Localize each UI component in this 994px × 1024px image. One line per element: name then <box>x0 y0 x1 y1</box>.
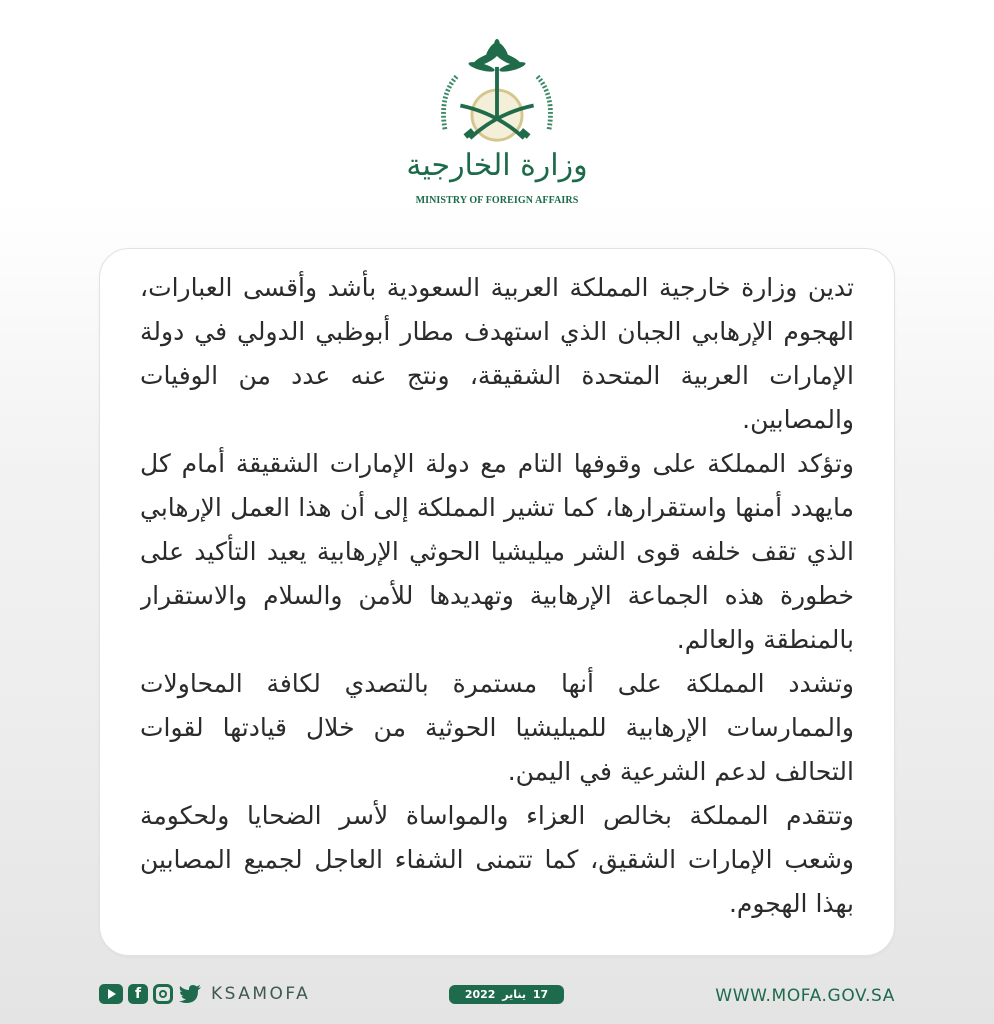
ministry-name-english: MINISTRY OF FOREIGN AFFAIRS <box>415 195 579 206</box>
statement-paragraph: وتتقدم المملكة بخالص العزاء والمواساة لأسر الضحايا ولحكومة وشعب الإمارات الشقيق، كما تتمنى الشفاء العاجل لجميع المصابين بهذا الهجوم. <box>140 801 854 918</box>
facebook-icon[interactable]: f <box>128 984 148 1004</box>
ministry-emblem <box>407 38 587 144</box>
ministry-name-arabic: وزارة الخارجية <box>406 148 588 183</box>
social-handle: KSAMOFA <box>211 984 311 1004</box>
youtube-icon[interactable] <box>99 984 123 1004</box>
twitter-icon[interactable] <box>178 984 202 1004</box>
statement-paragraph: وتؤكد المملكة على وقوفها التام مع دولة الإمارات الشقيقة أمام كل مايهدد أمنها واستقرارها، كما تشير المملكة إلى أن هذا العمل الإرهابي الذي تقف خلفه قوى الشر ميليشيا الحوثي الإرهابية يعيد التأكيد على خطورة هذه الجماعة الإرهابية وتهديدها للأمن والسلام والاستقرار بالمنطقة والعالم. <box>140 449 854 654</box>
instagram-icon[interactable] <box>153 984 173 1004</box>
palm-swords-emblem-icon <box>407 38 587 144</box>
social-links <box>99 984 310 1004</box>
website-link[interactable]: WWW.MOFA.GOV.SA <box>715 986 895 1006</box>
date-badge: 17 يناير 2022 <box>449 985 564 1004</box>
statement-body <box>140 266 854 942</box>
statement-paragraph: وتشدد المملكة على أنها مستمرة بالتصدي لكافة المحاولات والممارسات الإرهابية للميليشيا الحوثية من خلال قيادتها لقوات التحالف لدعم الشرعية في اليمن. <box>140 669 854 786</box>
statement-paragraph: تدين وزارة خارجية المملكة العربية السعودية بأشد وأقسى العبارات، الهجوم الإرهابي الجبان الذي استهدف مطار أبوظبي الدولي في دولة الإمارات العربية المتحدة الشقيقة، ونتج عنه عدد من الوفيات والمصابين. <box>140 273 854 434</box>
